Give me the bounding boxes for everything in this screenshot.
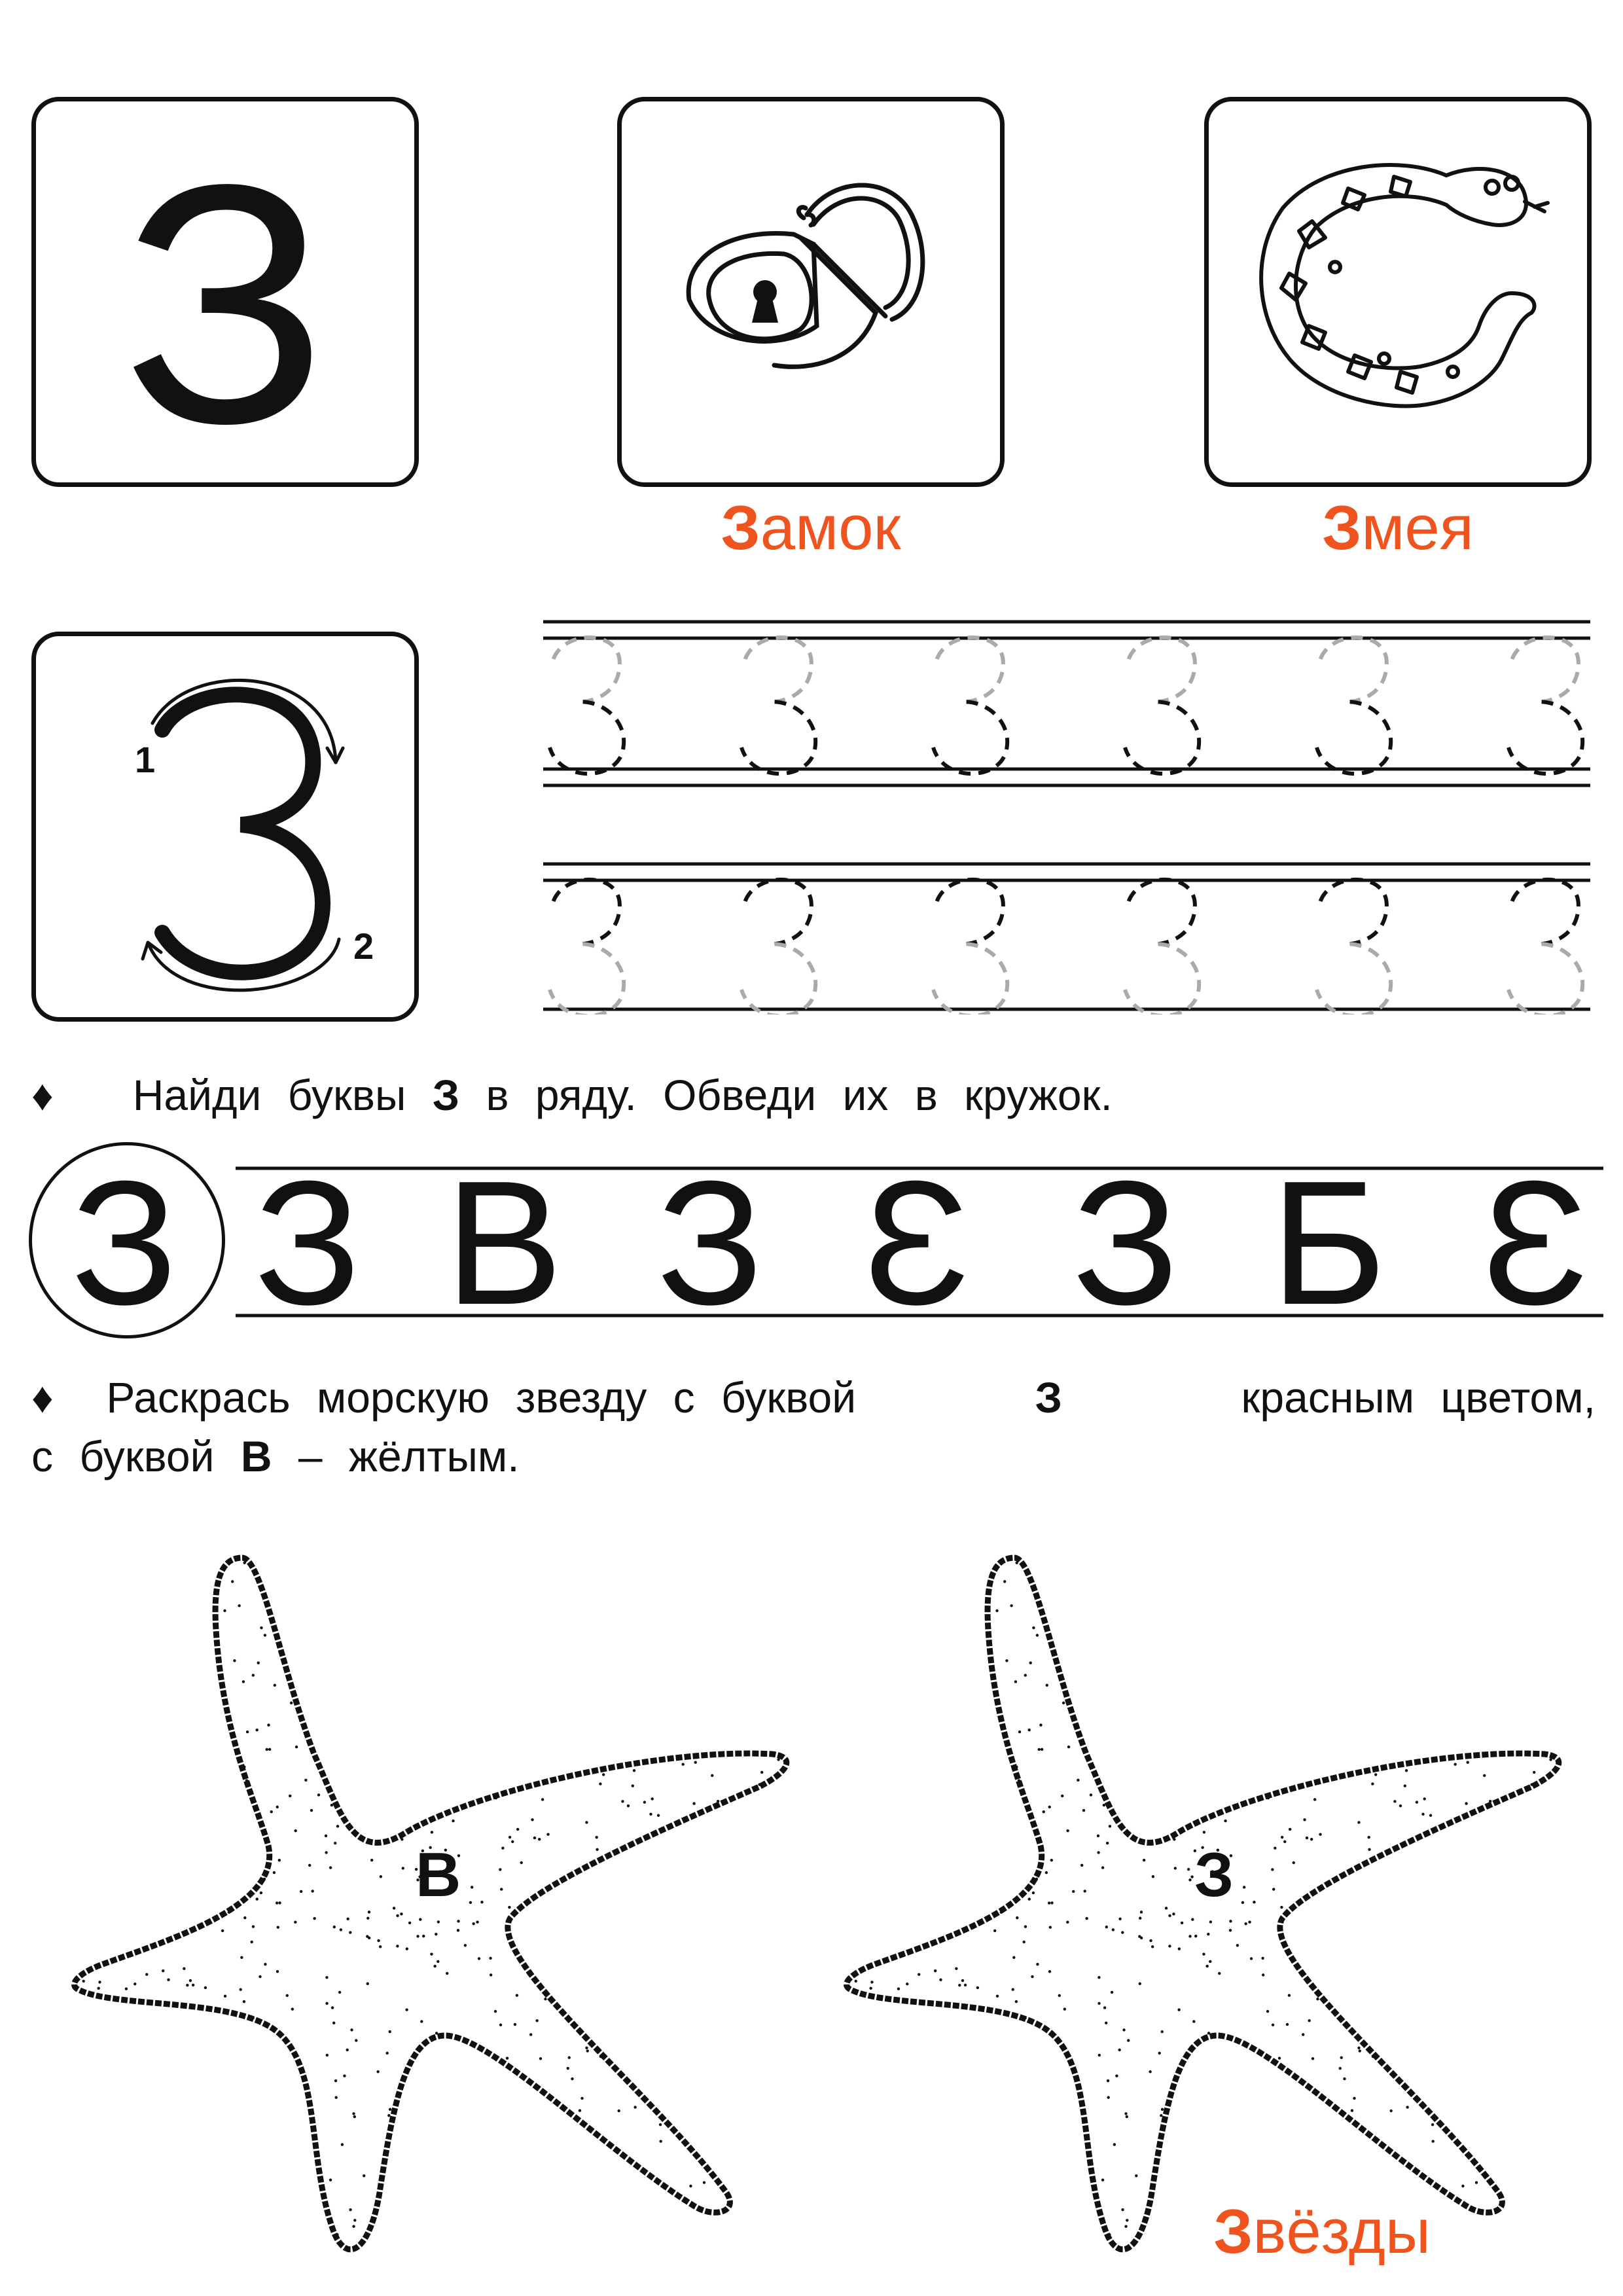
caption-lock-rest: амок [760,493,901,563]
trace-glyph-lower[interactable] [1125,944,1199,1014]
picture-card-snake [1204,97,1592,487]
trace-glyph-lower[interactable] [1508,944,1582,1014]
trace-glyph-upper[interactable] [554,880,620,944]
caption-snake [1202,492,1594,564]
trace-glyph-lower[interactable] [550,702,624,774]
task1-text-before: Найди буквы [132,1071,406,1119]
trace-glyph-lower[interactable] [1508,702,1582,774]
trace-glyph-lower[interactable] [741,944,815,1014]
padlock-icon [617,97,1005,487]
caption-snake-rest: мея [1361,493,1474,563]
task2-line1-after: красным цветом, [1241,1373,1596,1422]
trace-glyph-lower[interactable] [1317,702,1391,774]
starfish-left[interactable] [65,1538,818,2291]
stroke-step-2: 2 [353,925,374,967]
example-letter: З [71,1145,178,1342]
trace-glyph-upper[interactable] [1129,637,1195,702]
letter-card [31,97,419,494]
row-letter[interactable]: З [254,1145,361,1342]
caption-lock-first-letter: З [721,493,760,563]
trace-glyph-upper[interactable] [745,637,812,702]
task2-line2-after: – жёлтым. [298,1432,520,1480]
caption-snake-first-letter: З [1322,493,1362,563]
trace-glyph-lower[interactable] [741,702,815,774]
trace-glyph-upper[interactable] [937,880,1003,944]
starfish-left-label: В [416,1840,461,1910]
trace-glyph-upper[interactable] [745,880,812,944]
trace-glyph-upper[interactable] [1512,637,1578,702]
stroke-step-1: 1 [135,739,156,780]
trace-glyph-upper[interactable] [1321,637,1387,702]
tracing-area[interactable] [537,609,1597,1014]
task2-line2-before: с буквой [31,1432,215,1480]
trace-glyph-lower[interactable] [933,702,1007,774]
trace-glyph-lower[interactable] [1125,702,1199,774]
trace-glyph-upper[interactable] [554,637,620,702]
stroke-order-diagram [31,632,419,1022]
caption-lock [615,492,1007,564]
task-find-letters [31,1066,1113,1124]
trace-glyph-upper[interactable] [937,637,1003,702]
tracing-row-1[interactable] [550,637,1582,774]
task2-line1-before: Раскрась морскую звезду с буквой [106,1373,857,1422]
snake-icon [1204,97,1592,487]
task2-letter2: В [240,1432,272,1480]
task1-text-after: в ряду. Обведи их в кружок. [486,1071,1113,1119]
caption-stars-rest: вёзды [1253,2197,1431,2267]
caption-stars-first-letter: З [1213,2197,1253,2267]
tracing-row-2[interactable] [550,880,1582,1014]
letter-display: З [122,114,329,494]
bullet-icon: ♦ [31,1373,54,1422]
row-letter[interactable]: Б [1270,1145,1387,1342]
picture-card-lock [617,97,1005,487]
trace-glyph-lower[interactable] [550,944,624,1014]
task1-letter: З [432,1071,460,1119]
task-color-stars [31,1368,1596,1486]
starfish-right[interactable] [838,1538,1590,2291]
row-letter[interactable]: В [444,1145,563,1342]
row-letter[interactable]: З [1481,1145,1588,1342]
starfish-right-label: З [1194,1840,1234,1910]
task2-letter1: З [1035,1373,1063,1422]
stroke-order-card [31,632,419,1022]
caption-stars [1126,2196,1518,2268]
trace-glyph-upper[interactable] [1321,880,1387,944]
trace-glyph-lower[interactable] [1317,944,1391,1014]
row-letter[interactable]: З [1072,1145,1179,1342]
bullet-icon: ♦ [31,1071,54,1119]
row-letter[interactable]: З [656,1145,764,1342]
trace-glyph-upper[interactable] [1129,880,1195,944]
row-letter[interactable]: З [863,1145,970,1342]
trace-glyph-upper[interactable] [1512,880,1578,944]
trace-glyph-lower[interactable] [933,944,1007,1014]
